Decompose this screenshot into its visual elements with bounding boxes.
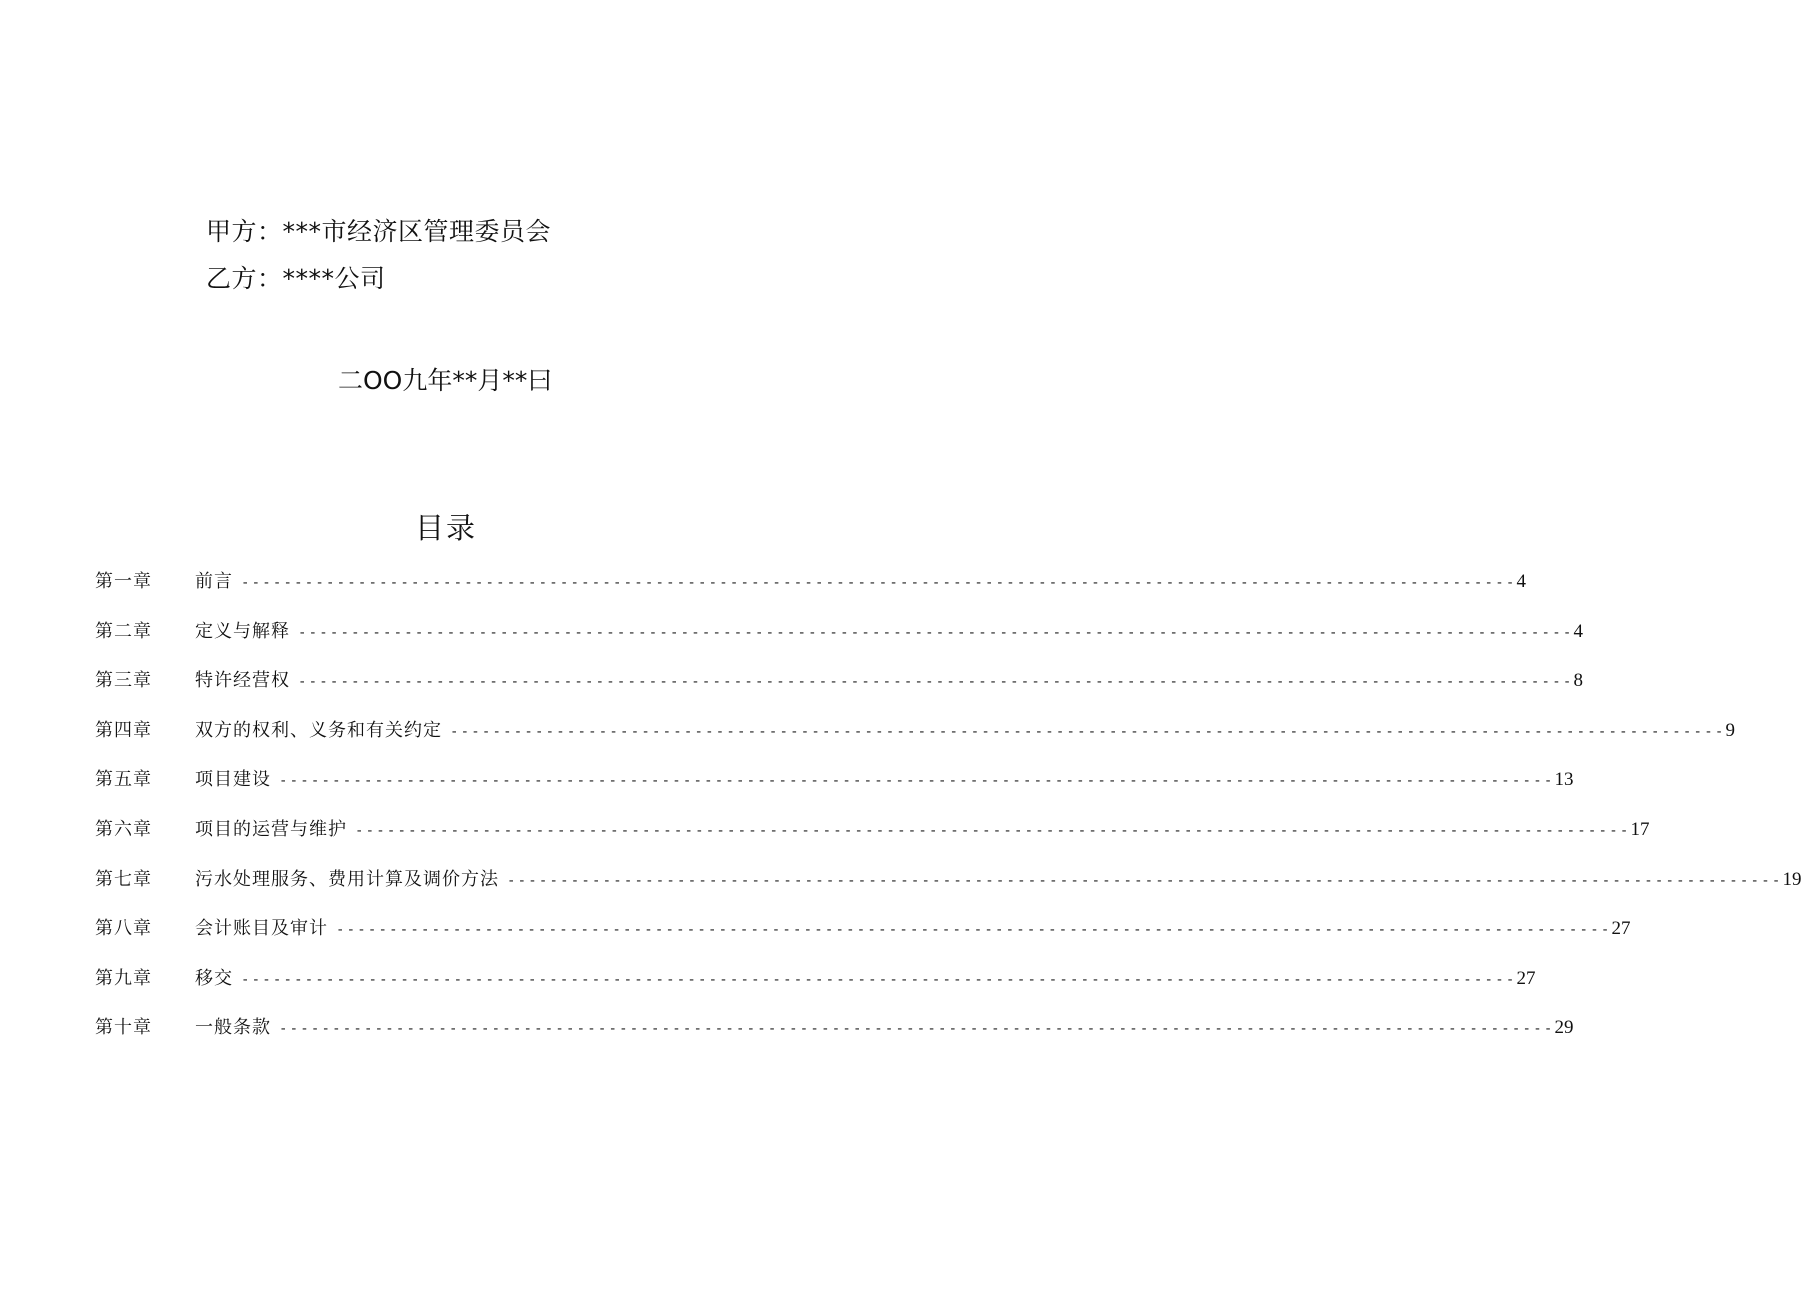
toc-page: 27 xyxy=(1516,967,1536,989)
toc-chapter: 第三章 xyxy=(95,670,152,692)
toc-page: 17 xyxy=(1630,818,1650,840)
toc-entry-9[interactable] xyxy=(95,965,1536,1015)
toc-chapter: 第二章 xyxy=(95,620,152,642)
table-of-contents xyxy=(95,568,1801,1064)
toc-name: 定义与解释 xyxy=(195,620,290,642)
toc-entry-1[interactable] xyxy=(95,568,1526,618)
toc-name: 项目的运营与维护 xyxy=(195,818,347,840)
party-b: 乙方：****公司 xyxy=(206,264,386,293)
toc-name: 项目建设 xyxy=(195,769,271,791)
toc-chapter: 第四章 xyxy=(95,719,152,741)
toc-entry-3[interactable] xyxy=(95,667,1583,717)
toc-page: 29 xyxy=(1554,1017,1574,1039)
toc-entry-5[interactable] xyxy=(95,766,1574,816)
toc-page: 27 xyxy=(1611,918,1631,940)
toc-entry-2[interactable] xyxy=(95,618,1583,668)
toc-name: 污水处理服务、费用计算及调价方法 xyxy=(195,868,499,890)
toc-page: 9 xyxy=(1725,719,1735,741)
toc-entry-10[interactable] xyxy=(95,1014,1574,1064)
toc-leader: ------------------------------------------------------------------------------------------------------------------------ xyxy=(355,822,1631,839)
toc-entry-6[interactable] xyxy=(95,816,1650,866)
party-a: 甲方：***市经济区管理委员会 xyxy=(206,217,552,246)
toc-page: 19 xyxy=(1782,868,1801,890)
toc-name: 前言 xyxy=(195,571,233,592)
toc-name: 双方的权利、义务和有关约定 xyxy=(195,719,442,741)
toc-name: 移交 xyxy=(195,967,233,989)
toc-name: 特许经营权 xyxy=(195,670,290,692)
toc-leader: ------------------------------------------------------------------------------------------------------------------------ xyxy=(298,674,1574,691)
toc-page: 13 xyxy=(1554,769,1574,791)
toc-name: 一般条款 xyxy=(195,1017,271,1039)
toc-leader: ------------------------------------------------------------------------------------------------------------------------ xyxy=(450,723,1726,740)
toc-leader: ------------------------------------------------------------------------------------------------------------------------ xyxy=(507,872,1783,889)
toc-chapter: 第九章 xyxy=(95,967,152,989)
toc-page: 4 xyxy=(1573,620,1583,642)
toc-chapter: 第七章 xyxy=(95,868,152,890)
toc-chapter: 第六章 xyxy=(95,818,152,840)
toc-leader: ------------------------------------------------------------------------------------------------------------------------ xyxy=(241,971,1517,988)
contract-date: 二OO九年**月**曰 xyxy=(338,366,553,395)
toc-leader: ------------------------------------------------------------------------------------------------------------------------ xyxy=(298,624,1574,641)
toc-leader: ------------------------------------------------------------------------------------------------------------------------ xyxy=(241,575,1517,591)
toc-leader: ------------------------------------------------------------------------------------------------------------------------ xyxy=(336,922,1612,939)
toc-page: 8 xyxy=(1573,670,1583,692)
toc-chapter: 第十章 xyxy=(95,1017,152,1039)
toc-leader: ------------------------------------------------------------------------------------------------------------------------ xyxy=(279,773,1555,790)
toc-page: 4 xyxy=(1516,571,1526,592)
toc-title: 目录 xyxy=(414,511,477,545)
toc-entry-8[interactable] xyxy=(95,915,1631,965)
toc-entry-7[interactable] xyxy=(95,866,1801,916)
toc-chapter: 第五章 xyxy=(95,769,152,791)
toc-chapter: 第八章 xyxy=(95,918,152,940)
toc-entry-4[interactable] xyxy=(95,717,1735,767)
toc-name: 会计账目及审计 xyxy=(195,918,328,940)
toc-leader: ------------------------------------------------------------------------------------------------------------------------ xyxy=(279,1021,1555,1038)
toc-chapter: 第一章 xyxy=(95,571,152,592)
